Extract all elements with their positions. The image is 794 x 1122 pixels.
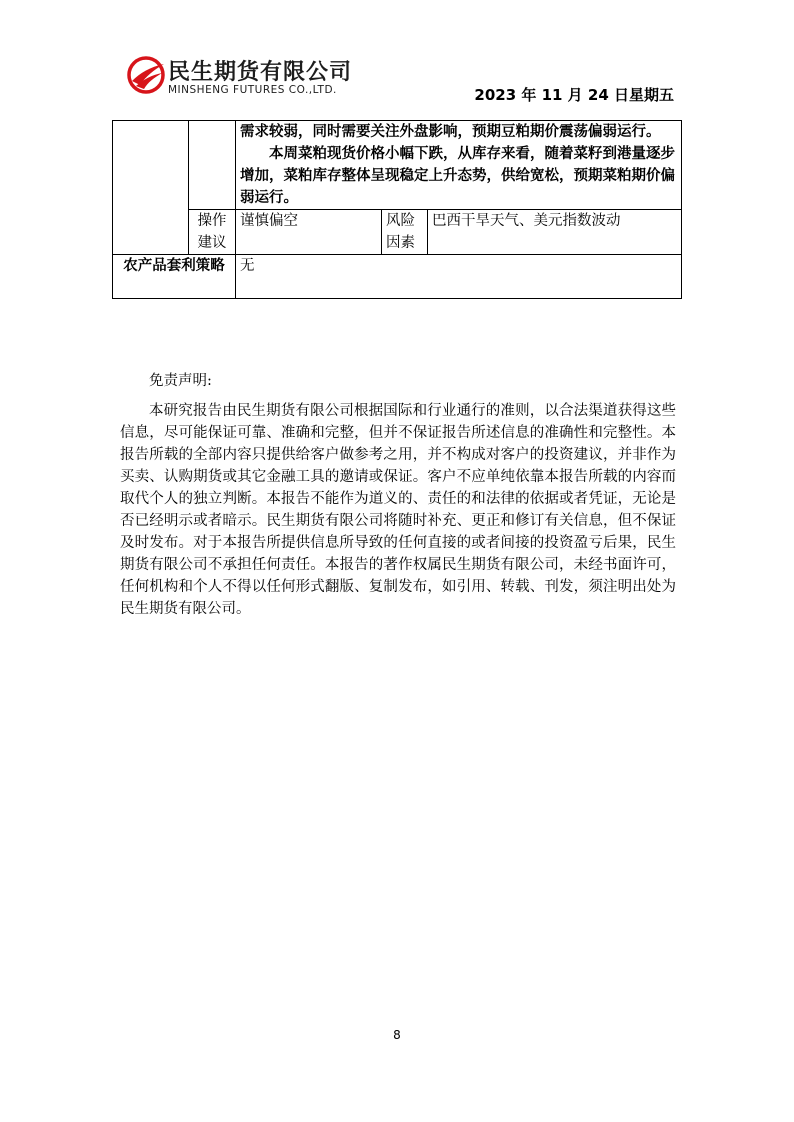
arbitrage-value: 无: [236, 255, 682, 299]
table-row: [113, 255, 682, 299]
subcategory-cell: [189, 121, 236, 210]
risk-value: 巴西干旱天气、美元指数波动: [428, 210, 682, 255]
page-header: [0, 0, 794, 122]
disclaimer-title: 免责声明:: [149, 373, 212, 389]
disclaimer-section: [120, 370, 676, 620]
minsheng-wing-logo-icon: [126, 55, 166, 95]
operation-label: 操作建议: [189, 210, 236, 255]
risk-label: 风险因素: [382, 210, 428, 255]
arbitrage-label: 农产品套利策略: [113, 255, 236, 299]
disclaimer-body: 本研究报告由民生期货有限公司根据国际和行业通行的准则，以合法渠道获得这些信息，尽可能保证可靠、准确和完整，但并不保证报告所述信息的准确性和完整性。本报告所载的全部内容只提供给客户做参考之用，并不构成对客户的投资建议，并非作为买卖、认购期货或其它金融工具的邀请或保证。客户不应单纯依靠本报告所载的内容而取代个人的独立判断。本报告不能作为道义的、责任的和法律的依据或者凭证，无论是否已经明示或者暗示。民生期货有限公司将随时补充、更正和修订有关信息，但不保证及时发布。对于本报告所提供信息所导致的任何直接的或者间接的投资盈亏后果，民生期货有限公司不承担任何责任。本报告的著作权属民生期货有限公司，未经书面许可，任何机构和个人不得以任何形式翻版、复制发布，如引用、转载、刊发，须注明出处为民生期货有限公司。: [120, 403, 676, 617]
strategy-table: [112, 120, 682, 299]
logo-english-name: MINSHENG FUTURES CO.,LTD.: [168, 84, 337, 96]
company-logo: [126, 55, 366, 101]
logo-chinese-name: 民生期货有限公司: [168, 60, 353, 85]
operation-value: 谨慎偏空: [236, 210, 382, 255]
table-row: [113, 121, 682, 210]
analysis-cell: [236, 121, 682, 210]
table-row: [113, 210, 682, 255]
page-number: 8: [393, 1028, 401, 1042]
analysis-paragraph: 本周菜粕现货价格小幅下跌，从库存来看，随着菜籽到港量逐步增加，菜粕库存整体呈现稳定上升态势，供给宽松，预期菜粕期价偏弱运行。: [240, 146, 675, 206]
category-cell: [113, 121, 189, 255]
report-date: 2023 年 11 月 24 日星期五: [474, 86, 674, 104]
analysis-paragraph: 需求较弱，同时需要关注外盘影响，预期豆粕期价震荡偏弱运行。: [240, 124, 661, 140]
